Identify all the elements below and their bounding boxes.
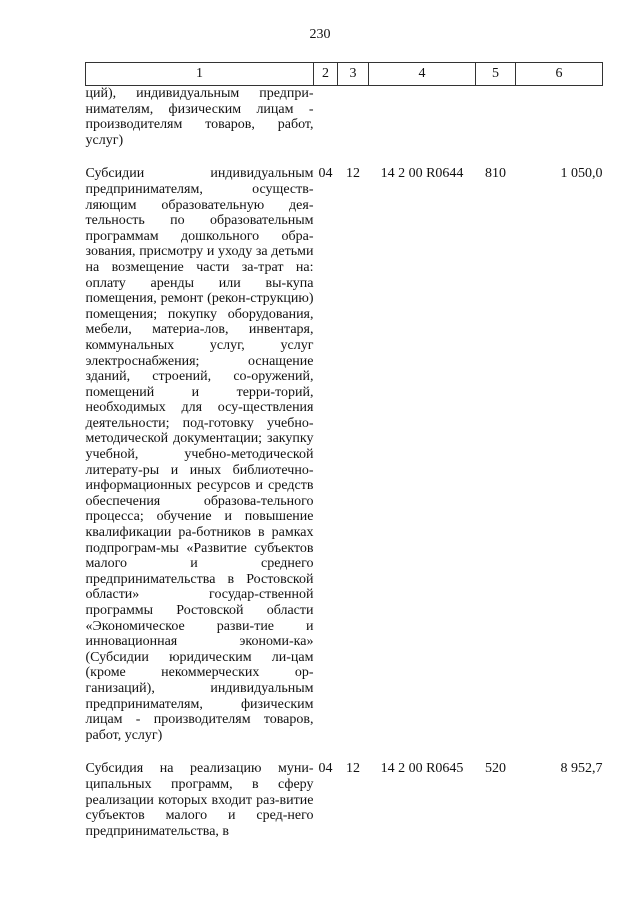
column-header-1: 1 — [86, 63, 314, 86]
column-header-3: 3 — [338, 63, 369, 86]
row-subsection-code — [338, 86, 369, 149]
row-amount: 1 050,0 — [560, 166, 603, 182]
row-description: ций), индивидуальным предпри-нимателям, физическим лицам - производителям товаров, работ, услуг) — [85, 86, 314, 148]
row-target-article-code: 14 2 00 R0644 — [380, 166, 464, 182]
row-expense-type-code: 810 — [485, 166, 506, 182]
table-header-row — [86, 63, 603, 86]
column-header-6: 6 — [516, 63, 603, 86]
row-description: Субсидия на реализацию муни-ципальных программ, в сферу реализации которых входит раз-витие субъектов малого и сред-него предпринимательства, в — [85, 761, 314, 839]
row-expense-type-code: 520 — [485, 761, 506, 777]
row-amount: 8 952,7 — [560, 761, 603, 777]
page-number: 230 — [309, 27, 331, 42]
row-subsection-code: 12 — [346, 166, 360, 182]
row-target-article-code — [369, 86, 476, 149]
row-amount — [516, 86, 603, 149]
row-target-article-code: 14 2 00 R0645 — [380, 761, 464, 777]
row-section-code: 04 — [318, 166, 333, 182]
table-row — [86, 166, 603, 743]
row-description: Субсидии индивидуальным предпринимателям, осуществ-ляющим образовательную дея-тельность по образовательным программам дошкольного обра-зования, присмотру и уходу за детьми на возмещение части за-трат на: оплату аренды или вы-купа помещения, ремонт (рекон-струкцию) помещения; покупку оборудования, мебели, материа-лов, инвентаря, коммунальных услуг, услуг электроснабжения; оснащение зданий, строений, со-оружений, помещений и терри-торий, необходимых для осу-ществления деятельности; под-готовку учебно-методической документации; закупку учебной, учебно-методической литерату-ры и иных библиотечно-информационных ресурсов и средств обеспечения образова-тельного процесса; обучение и повышение квалификации ра-ботников в рамках подпрограм-мы «Развитие субъектов малого и среднего предпринимательства в Ростовской области» государ-ственной программы Ростовской области «Экономическое разви-тие и инновационная экономи-ка» (Субсидии юридическим ли-цам (кроме некоммерческих ор-ганизаций), индивидуальным предпринимателям, физическим лицам - производителям товаров, работ, услуг) — [85, 166, 314, 743]
column-header-4: 4 — [369, 63, 476, 86]
budget-table — [85, 62, 603, 839]
table-row — [86, 86, 603, 149]
row-spacer — [86, 743, 603, 761]
row-expense-type-code — [476, 86, 516, 149]
table-row — [86, 761, 603, 839]
row-subsection-code: 12 — [346, 761, 360, 777]
row-section-code: 04 — [318, 761, 333, 777]
column-header-5: 5 — [476, 63, 516, 86]
column-header-2: 2 — [314, 63, 338, 86]
row-section-code — [314, 86, 338, 149]
row-spacer — [86, 148, 603, 166]
